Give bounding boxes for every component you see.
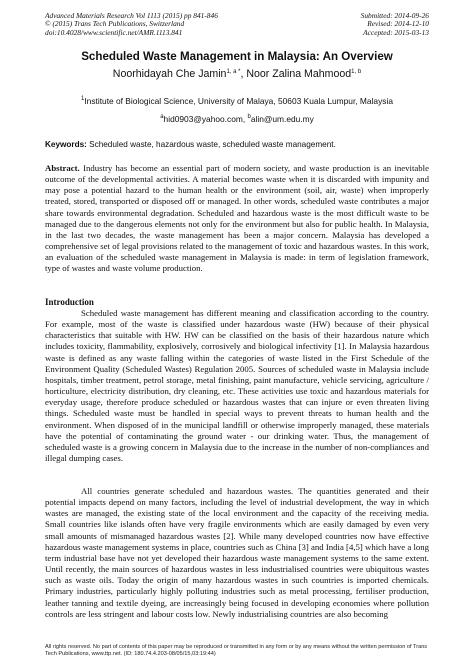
paper-title: Scheduled Waste Management in Malaysia: An Overview xyxy=(81,50,393,63)
author-2-sup: 1, b xyxy=(351,69,362,75)
affiliation xyxy=(45,96,429,106)
intro-heading: Introduction xyxy=(45,297,94,307)
author-1-sup: 1, a * xyxy=(226,69,241,75)
keywords-label: Keywords: xyxy=(45,140,87,149)
keywords xyxy=(45,140,429,149)
author-1-name: Noorhidayah Che Jamin xyxy=(112,68,227,80)
journal-header xyxy=(45,12,429,37)
accepted-date: Accepted: 2015-03-13 xyxy=(363,27,429,37)
abstract-text: Industry has become an essential part of modern society, and waste production is an inevitable outcome of the developmental activities. A material becomes waste when it is discarded with impunity and may pose a potential hazard to the human health or the environment (soil, air, waste) when improperly treated, stored, transported or disposed off or managed. In other words, scheduled waste contributes a major share towards environmental degradation. Scheduled and hazardous waste is the most difficult waste to be managed due to the dangerous elements not only for the environment but also for public health. In Malaysia, in the last two decades, the waste management has been a major concern. Malaysia has developed a comprehensive set of legal provisions related to the management of toxic and hazardous wastes. In this work, an evaluation of the scheduled waste management in Malaysia is made: in term of legislation framework, type of wastes and waste volume production. xyxy=(45,163,429,274)
email-line xyxy=(45,114,429,124)
citation-block xyxy=(45,12,218,37)
affiliation-text: Institute of Biological Science, University of Malaya, 50603 Kuala Lumpur, Malaysia xyxy=(84,96,393,106)
email-b[interactable]: alin@um.edu.my xyxy=(250,114,314,124)
email-a[interactable]: hid0903@yahoo.com, xyxy=(163,114,248,124)
author-2-name: Noor Zalina Mahmood xyxy=(246,68,352,80)
copyright-line: © (2015) Trans Tech Publications, Switzerland xyxy=(45,19,185,29)
affiliation-sup: 1 xyxy=(81,96,85,102)
submitted-date: Submitted: 2014-09-26 xyxy=(360,11,429,20)
keywords-text: Scheduled waste, hazardous waste, scheduled waste management. xyxy=(86,140,336,149)
intro-paragraph-2: All countries generate scheduled and hazardous wastes. The quantities generated and their potential impacts depend on many factors, including the level of industrial development, the way in which wastes are managed, the existing state of the local environment and the capacity of the receiving media. Small countries like islands often have very fragile environments which are easily damaged by even very small amounts of mismanaged hazardous wastes [2]. While many developed countries now have effective hazardous waste management systems in place, countries such as China [3] and India [4,5] which have a long term industrial base have not yet developed their hazardous waste management systems to the same extent. Until recently, the main sources of hazardous wastes in less industrialised countries were ubiquitous wastes such as waste oils. Today the origin of many hazardous wastes in such countries is imported chemicals. Primary industries, particularly highly polluting industries such as metal processing, fertiliser production, leather tanning and textile dyeing, are increasingly being focused in developing economies where pollution controls are less stringent and labour costs low. Newly industrialising countries are also becoming xyxy=(45,486,429,619)
email-a-sup: a xyxy=(160,114,164,120)
dates-block xyxy=(361,12,429,37)
abstract-label: Abstract. xyxy=(45,163,80,173)
author-line xyxy=(45,68,429,80)
email-b-sup: b xyxy=(247,114,251,120)
rights-footer: All rights reserved. No part of contents of this paper may be reproduced or transmitted in any form or by any means without the written permission of Trans Tech Publications, www.ttp.net. (ID: 180.74.4.203-08/05/15,03:19:44) xyxy=(45,644,428,657)
abstract xyxy=(45,163,429,275)
intro-paragraph-1: Scheduled waste management has different meaning and classification according to the country. For example, most of the waste is classified under hazardous waste (HW) because of their physical characteristics that suitable with HW. HW can be classified on the basis of their hazardous nature which includes toxicity, flammability, explosively, corrosively and biological infectivity [1]. In Malaysia hazardous waste is defined as any waste falling within the categories of waste listed in the First Schedule of the Environment Quality (Scheduled Wastes) Regulation 2005. Sources of scheduled waste in Malaysia include hospitals, timber treatment, petrol storage, metal finishing, paint manufacture, vehicle servicing, agriculture / horticulture, electricity distribution, dry cleaning, etc. These activities use toxic and hazardous materials for everyday usage, therefore produce scheduled or hazardous wastes that can injure or even threaten living things. Scheduled waste must be handled in special ways to prevent threats to human health and the environment. When disposed of in the municipal landfill or otherwise improperly managed, these materials have the potential of contaminating the ground water - our drinking water. Thus, the management of scheduled waste is a growing concern in Malaysia due to the increase in the number of non-compliances and illegal dumping cases. xyxy=(45,308,429,464)
revised-date: Revised: 2014-12-10 xyxy=(367,19,429,29)
author-separator: , xyxy=(240,68,247,80)
citation-line: Advanced Materials Research Vol 1113 (2015) pp 841-846 xyxy=(45,11,218,20)
doi-line[interactable]: doi:10.4028/www.scientific.net/AMR.1113.841 xyxy=(45,27,183,37)
